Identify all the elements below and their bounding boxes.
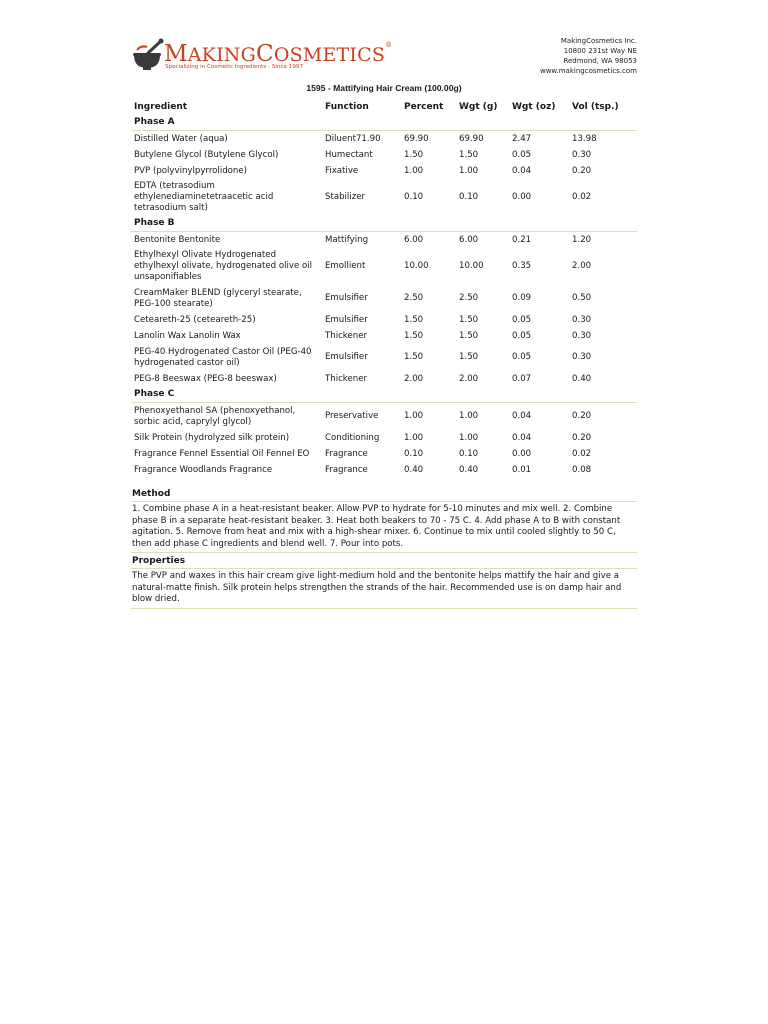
function-cell: Preservative bbox=[325, 411, 379, 421]
ingredient-cell: Ceteareth-25 (ceteareth-25) bbox=[134, 314, 256, 325]
wgt-g-cell: 1.00 bbox=[459, 165, 479, 176]
vol-tsp-cell: 0.40 bbox=[572, 373, 592, 384]
mortar-pestle-icon bbox=[131, 38, 165, 72]
ingredients-table bbox=[131, 98, 637, 478]
percent-cell: 0.40 bbox=[404, 464, 424, 475]
vol-tsp-cell: 0.20 bbox=[572, 165, 592, 176]
company-address-line2: Redmond, WA 98053 bbox=[563, 57, 637, 65]
phase-header-row bbox=[131, 387, 637, 403]
ingredient-cell: EDTA (tetrasodium ethylenediaminetetraacetic acid tetrasodium salt) bbox=[134, 181, 274, 213]
wgt-g-cell: 1.50 bbox=[459, 330, 479, 341]
ingredient-cell: CreamMaker BLEND (glyceryl stearate, PEG-100 stearate) bbox=[134, 287, 302, 309]
wgt-oz-cell: 0.04 bbox=[512, 411, 532, 421]
percent-cell: 0.10 bbox=[404, 448, 424, 459]
percent-cell: 2.00 bbox=[404, 373, 424, 384]
wgt-oz-cell: 2.47 bbox=[512, 133, 532, 144]
table-row bbox=[131, 371, 637, 387]
phase-label: Phase A bbox=[131, 115, 637, 131]
ingredient-cell: Distilled Water (aqua) bbox=[134, 133, 228, 144]
page-header bbox=[131, 36, 637, 82]
wgt-oz-cell: 0.07 bbox=[512, 373, 532, 384]
header-function: Function bbox=[325, 101, 369, 112]
ingredient-cell: Butylene Glycol (Butylene Glycol) bbox=[134, 149, 279, 160]
percent-cell: 6.00 bbox=[404, 234, 424, 245]
phase-label: Phase C bbox=[131, 387, 637, 403]
percent-cell: 1.00 bbox=[404, 165, 424, 176]
vol-tsp-cell: 0.02 bbox=[572, 192, 592, 202]
ingredient-cell: Phenoxyethanol SA (phenoxyethanol, sorbic acid, caprylyl glycol) bbox=[134, 405, 296, 427]
wgt-oz-cell: 0.00 bbox=[512, 448, 532, 459]
wgt-g-cell: 2.00 bbox=[459, 373, 479, 384]
wgt-oz-cell: 0.05 bbox=[512, 149, 532, 160]
phase-header-row bbox=[131, 216, 637, 232]
wgt-oz-cell: 0.04 bbox=[512, 165, 532, 176]
ingredient-cell: PEG-8 Beeswax (PEG-8 beeswax) bbox=[134, 373, 277, 384]
percent-cell: 2.50 bbox=[404, 293, 424, 303]
header-wgt-g: Wgt (g) bbox=[459, 101, 498, 112]
wgt-oz-cell: 0.01 bbox=[512, 464, 532, 475]
percent-cell: 1.50 bbox=[404, 149, 424, 160]
recipe-title: 1595 - Mattifying Hair Cream (100.00g) bbox=[306, 83, 462, 93]
function-cell: Diluent71.90 bbox=[325, 133, 381, 144]
percent-cell: 1.50 bbox=[404, 330, 424, 341]
wgt-g-cell: 1.50 bbox=[459, 352, 479, 362]
table-row bbox=[131, 446, 637, 462]
header-vol-tsp: Vol (tsp.) bbox=[572, 101, 619, 112]
phase-label: Phase B bbox=[131, 216, 637, 232]
wgt-oz-cell: 0.21 bbox=[512, 234, 532, 245]
wgt-g-cell: 1.50 bbox=[459, 149, 479, 160]
table-row bbox=[131, 248, 637, 285]
wgt-oz-cell: 0.05 bbox=[512, 352, 532, 362]
vol-tsp-cell: 0.20 bbox=[572, 411, 592, 421]
function-cell: Emulsifier bbox=[325, 293, 368, 303]
properties-text: The PVP and waxes in this hair cream give light-medium hold and the bentonite helps mattify the hair and give a natural-matte finish. Silk protein helps strengthen the strands of the hair. Recommended use is on damp hair and blow dried. bbox=[131, 569, 637, 609]
percent-cell: 69.90 bbox=[404, 133, 429, 144]
vol-tsp-cell: 0.30 bbox=[572, 352, 592, 362]
brand-logo bbox=[131, 38, 393, 78]
ingredient-cell: PEG-40 Hydrogenated Castor Oil (PEG-40 hydrogenated castor oil) bbox=[134, 346, 312, 368]
wgt-g-cell: 0.10 bbox=[459, 192, 479, 202]
wgt-g-cell: 0.40 bbox=[459, 464, 479, 475]
percent-cell: 1.00 bbox=[404, 411, 424, 421]
table-row bbox=[131, 179, 637, 216]
table-body bbox=[131, 115, 637, 478]
vol-tsp-cell: 0.20 bbox=[572, 432, 592, 443]
percent-cell: 1.50 bbox=[404, 314, 424, 325]
properties-title: Properties bbox=[131, 555, 637, 569]
ingredient-cell: Fragrance Fennel Essential Oil Fennel EO bbox=[134, 448, 310, 459]
function-cell: Stabilizer bbox=[325, 192, 366, 202]
vol-tsp-cell: 0.50 bbox=[572, 293, 592, 303]
percent-cell: 0.10 bbox=[404, 192, 424, 202]
wgt-g-cell: 1.00 bbox=[459, 432, 479, 443]
percent-cell: 10.00 bbox=[404, 261, 429, 271]
company-address bbox=[540, 36, 637, 76]
function-cell: Emulsifier bbox=[325, 314, 368, 325]
percent-cell: 1.50 bbox=[404, 352, 424, 362]
wgt-g-cell: 0.10 bbox=[459, 448, 479, 459]
company-website[interactable]: www.makingcosmetics.com bbox=[539, 67, 637, 75]
wgt-oz-cell: 0.09 bbox=[512, 293, 532, 303]
vol-tsp-cell: 1.20 bbox=[572, 234, 592, 245]
table-row bbox=[131, 328, 637, 344]
brand-tagline: Specializing in Cosmetic Ingredients - Since 1997 bbox=[165, 64, 304, 70]
vol-tsp-cell: 13.98 bbox=[572, 133, 597, 144]
wgt-oz-cell: 0.00 bbox=[512, 192, 532, 202]
wgt-oz-cell: 0.05 bbox=[512, 314, 532, 325]
table-row bbox=[131, 232, 637, 249]
header-wgt-oz: Wgt (oz) bbox=[512, 101, 556, 112]
ingredient-cell: Fragrance Woodlands Fragrance bbox=[134, 464, 273, 475]
table-row bbox=[131, 344, 637, 371]
function-cell: Conditioning bbox=[325, 432, 380, 443]
vol-tsp-cell: 0.08 bbox=[572, 464, 592, 475]
wgt-oz-cell: 0.04 bbox=[512, 432, 532, 443]
vol-tsp-cell: 0.02 bbox=[572, 448, 592, 459]
table-row bbox=[131, 285, 637, 312]
table-header-row bbox=[131, 98, 637, 115]
method-text: 1. Combine phase A in a heat-resistant beaker. Allow PVP to hydrate for 5-10 minutes and mix well. 2. Combine phase B in a separate heat-resistant beaker. 3. Heat both beakers to 70 - 75 C. 4. Add phase A to B with constant agitation. 5. Remove from heat and mix with a high-shear mixer. 6. Continue to mix until cooled slightly to 50 C, then add phase C ingredients and blend well. 7. Pour into pots. bbox=[131, 502, 637, 553]
vol-tsp-cell: 2.00 bbox=[572, 261, 592, 271]
header-ingredient: Ingredient bbox=[134, 101, 188, 112]
wgt-g-cell: 1.50 bbox=[459, 314, 479, 325]
wgt-g-cell: 6.00 bbox=[459, 234, 479, 245]
brand-name: MAKINGCOSMETICS® bbox=[164, 41, 393, 67]
table-row bbox=[131, 312, 637, 328]
wgt-g-cell: 69.90 bbox=[459, 133, 484, 144]
function-cell: Emulsifier bbox=[325, 352, 368, 362]
wgt-g-cell: 1.00 bbox=[459, 411, 479, 421]
vol-tsp-cell: 0.30 bbox=[572, 314, 592, 325]
ingredient-cell: Ethylhexyl Olivate Hydrogenated ethylhexyl olivate, hydrogenated olive oil unsaponifiables bbox=[134, 250, 313, 282]
phase-header-row bbox=[131, 115, 637, 131]
vol-tsp-cell: 0.30 bbox=[572, 330, 592, 341]
table-row bbox=[131, 462, 637, 478]
table-row bbox=[131, 163, 637, 179]
wgt-oz-cell: 0.05 bbox=[512, 330, 532, 341]
ingredient-cell: Bentonite Bentonite bbox=[134, 234, 221, 245]
ingredient-cell: PVP (polyvinylpyrrolidone) bbox=[134, 165, 248, 176]
company-name: MakingCosmetics Inc. bbox=[560, 37, 637, 45]
function-cell: Emollient bbox=[325, 261, 366, 271]
company-address-line1: 10800 231st Way NE bbox=[563, 47, 637, 55]
function-cell: Mattifying bbox=[325, 234, 369, 245]
wgt-g-cell: 2.50 bbox=[459, 293, 479, 303]
table-row bbox=[131, 403, 637, 431]
function-cell: Fragrance bbox=[325, 464, 368, 475]
ingredient-cell: Lanolin Wax Lanolin Wax bbox=[134, 330, 241, 341]
percent-cell: 1.00 bbox=[404, 432, 424, 443]
vol-tsp-cell: 0.30 bbox=[572, 149, 592, 160]
wgt-g-cell: 10.00 bbox=[459, 261, 484, 271]
function-cell: Thickener bbox=[325, 330, 368, 341]
ingredient-cell: Silk Protein (hydrolyzed silk protein) bbox=[134, 432, 290, 443]
function-cell: Humectant bbox=[325, 149, 373, 160]
recipe-page bbox=[131, 36, 637, 609]
method-title: Method bbox=[131, 488, 637, 502]
table-row bbox=[131, 430, 637, 446]
function-cell: Thickener bbox=[325, 373, 368, 384]
table-row bbox=[131, 131, 637, 148]
function-cell: Fragrance bbox=[325, 448, 368, 459]
function-cell: Fixative bbox=[325, 165, 359, 176]
wgt-oz-cell: 0.35 bbox=[512, 261, 532, 271]
table-row bbox=[131, 147, 637, 163]
header-percent: Percent bbox=[404, 101, 444, 112]
